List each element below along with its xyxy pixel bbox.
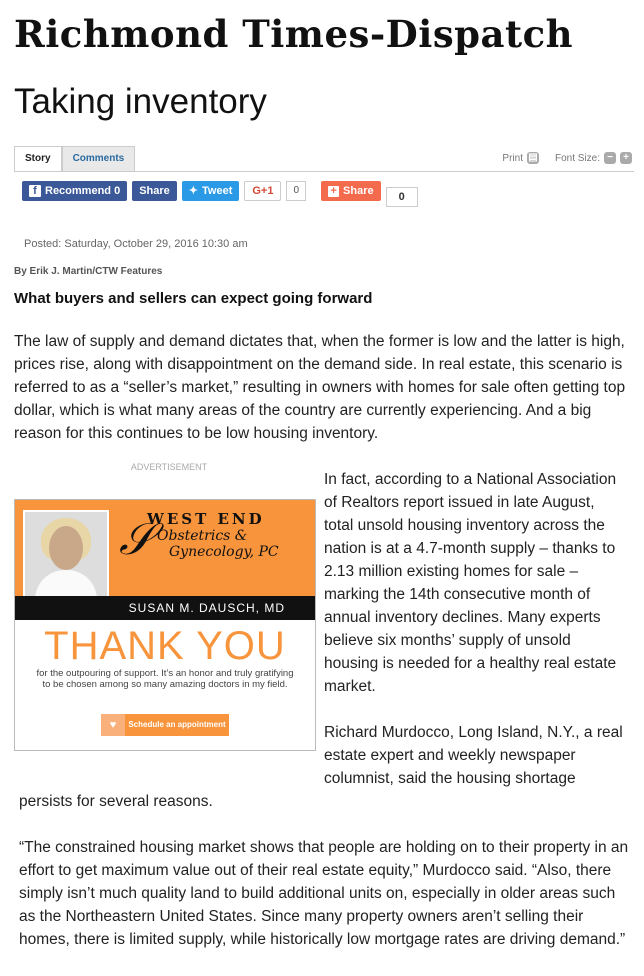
- twitter-bird-icon: ✦: [188, 185, 198, 197]
- paragraph-3-continued: persists for several reasons.: [19, 793, 213, 810]
- google-plus-button[interactable]: G+1: [244, 181, 281, 201]
- ad-logo-line1: WEST END: [147, 510, 265, 528]
- ad-thank-you: THANK YOU: [44, 624, 286, 668]
- byline: By Erik J. Martin/CTW Features: [14, 266, 163, 277]
- tab-story[interactable]: Story: [14, 146, 62, 171]
- heart-icon: ♥: [101, 714, 125, 736]
- article-tabs: [14, 146, 135, 172]
- facebook-share-button[interactable]: Share: [132, 181, 177, 201]
- article-subhead: What buyers and sellers can expect going forward: [14, 290, 373, 307]
- posted-date: Posted: Saturday, October 29, 2016 10:30 am: [24, 238, 248, 250]
- schedule-appointment-button[interactable]: [101, 714, 229, 736]
- facebook-recommend-button[interactable]: [22, 181, 127, 201]
- font-size-label: Font Size:: [554, 152, 600, 164]
- tab-comments[interactable]: Comments: [62, 146, 136, 171]
- tweet-button[interactable]: [182, 181, 240, 201]
- tweet-label: Tweet: [202, 185, 233, 197]
- font-decrease-button[interactable]: −: [604, 152, 616, 164]
- paragraph-2: In fact, according to a National Association of Realtors report issued in late August, total unsold housing inventory across the nation is at a 4.7-month supply – thanks to 2.13 million existing homes for sale – marking the 14th consecutive month of annual inventory declines. Many experts believe six months’ supply of unsold housing is needed for a healthy real estate market.: [324, 471, 617, 695]
- paragraph-3: Richard Murdocco, Long Island, N.Y., a real estate expert and weekly newspaper columnist, said the housing shortage: [324, 724, 623, 787]
- paragraph-1: The law of supply and demand dictates that, when the former is low and the latter is high, prices rise, along with disappointment on the demand side. In real estate, this scenario is referred to as a “seller’s market,” resulting in owners with homes for sale often getting top dollar, which is what many areas of the country are currently experiencing. And a big reason for this continues to be low housing inventory.: [14, 333, 626, 442]
- ad-logo-line3: Gynecology, PC: [169, 544, 279, 560]
- font-increase-button[interactable]: +: [620, 152, 632, 164]
- tab-divider: [14, 171, 634, 172]
- social-share-bar: [22, 181, 418, 207]
- ad-doctor-name: SUSAN M. DAUSCH, MD: [15, 596, 315, 620]
- recommend-label: Recommend 0: [45, 185, 121, 197]
- ad-clinic-logo: [147, 510, 307, 560]
- print-link[interactable]: Print: [502, 152, 523, 164]
- print-icon[interactable]: ▤: [528, 152, 538, 163]
- advertisement-label: ADVERTISEMENT: [130, 462, 208, 472]
- page-title: Taking inventory: [14, 82, 267, 121]
- share-count: 0: [386, 187, 418, 207]
- ad-logo-mark: 𝒮: [119, 514, 154, 565]
- advertisement-banner[interactable]: [14, 499, 316, 751]
- share-label: Share: [343, 185, 374, 197]
- paragraph-4: “The constrained housing market shows that people are holding on to their property in an effort to get maximum value out of their real estate equity,” Murdocco said. “Also, there simply isn’t much quality land to build additional units on, especially in older areas such as the Northeastern United States. Since many property owners aren’t selling their homes, there is limited supply, while historically low mortgage rates are driving demand.”: [19, 839, 629, 948]
- facebook-icon: f: [29, 185, 41, 197]
- ad-message: for the outpouring of support. It’s an honor and truly gratifying to be chosen among so many amazing doctors in my field.: [36, 668, 294, 690]
- google-plus-count: 0: [286, 181, 306, 201]
- article-tools: [502, 152, 632, 164]
- masthead-logo[interactable]: Richmond Times-Dispatch: [14, 12, 574, 56]
- plus-icon: +: [328, 186, 339, 197]
- ad-cta-label: Schedule an appointment: [128, 720, 226, 729]
- share-button[interactable]: [321, 181, 381, 201]
- ad-logo-line2: Obstetrics &: [157, 528, 248, 544]
